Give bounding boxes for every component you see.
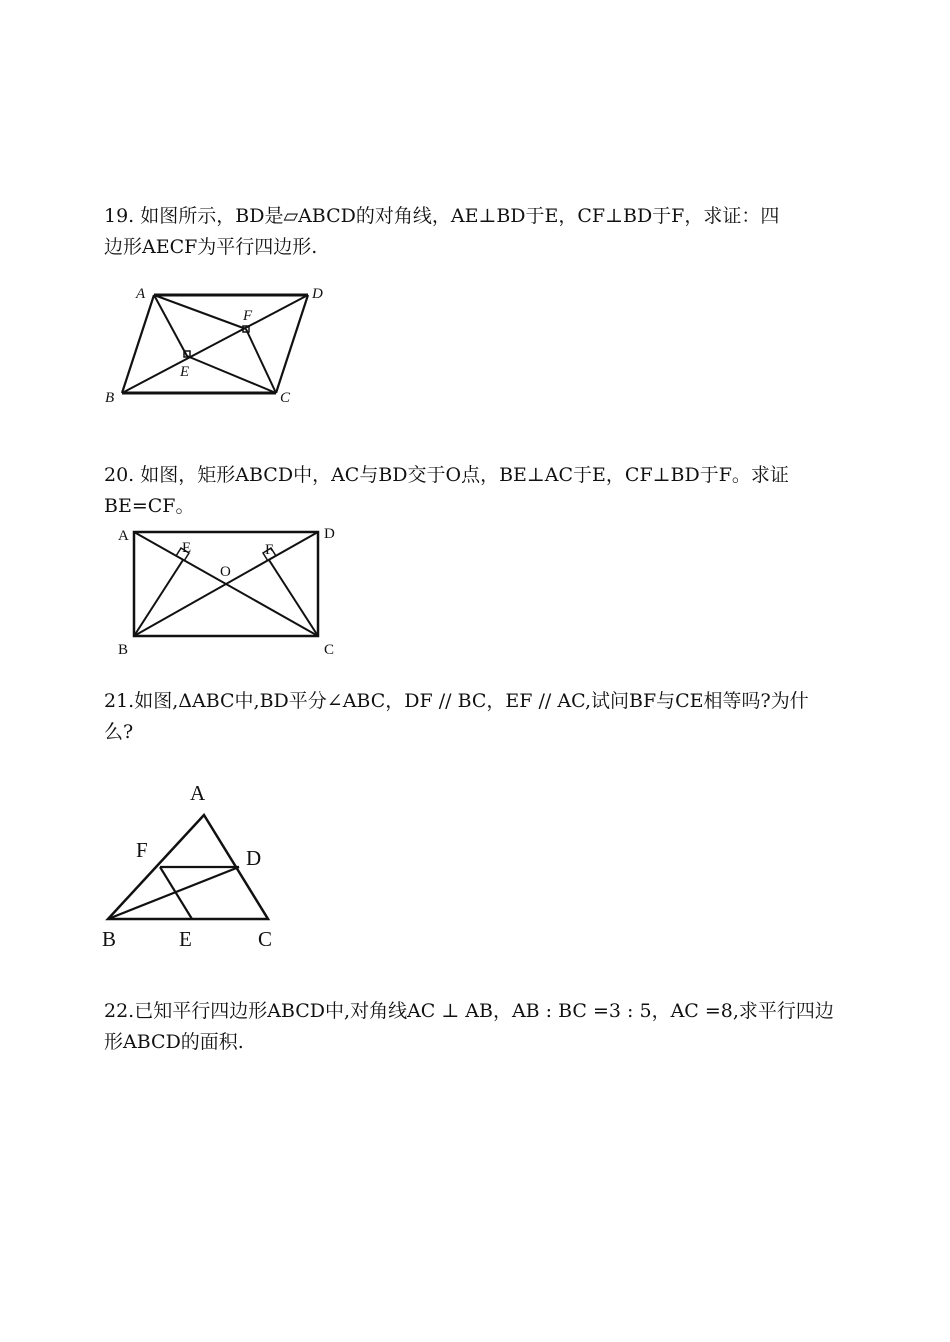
- question-20-line-1: 20. 如图，矩形ABCD中，AC与BD交于O点，BE⊥AC于E，CF⊥BD于F。求证: [104, 464, 789, 486]
- fig19-label-d: D: [312, 286, 323, 302]
- fig20-label-o: O: [220, 564, 231, 580]
- fig20-segment-be: [134, 560, 183, 636]
- question-19: [104, 201, 848, 263]
- question-22: [104, 996, 848, 1058]
- fig20-label-d: D: [324, 526, 335, 542]
- fig21-label-e: E: [179, 927, 192, 951]
- fig19-segment-af: [154, 295, 246, 329]
- fig19-segment-ae: [154, 295, 187, 356]
- fig21-label-d: D: [246, 846, 262, 870]
- fig21-label-c: C: [258, 927, 273, 951]
- figure-20-rectangle: [110, 518, 350, 658]
- fig19-segment-ec: [187, 356, 276, 393]
- question-22-line-2: 形ABCD的面积.: [104, 1031, 244, 1053]
- question-22-line-1: 22.已知平行四边形ABCD中,对角线AC ⊥ AB，AB : BC =3 : 5，AC =8,求平行四边: [104, 1000, 834, 1022]
- fig21-label-a: A: [190, 781, 206, 805]
- figure-19-parallelogram: [100, 280, 340, 410]
- fig19-label-e: E: [180, 364, 190, 380]
- fig19-label-a: A: [136, 286, 146, 302]
- question-19-line-1: 19. 如图所示，BD是▱ABCD的对角线，AE⊥BD于E，CF⊥BD于F，求证：四: [104, 205, 780, 227]
- fig20-label-f: F: [265, 542, 274, 558]
- question-21: [104, 686, 848, 748]
- question-21-line-1: 21.如图,ΔABC中,BD平分∠ABC，DF // BC，EF // AC,试问BF与CE相等吗?为什: [104, 690, 809, 712]
- question-20: [104, 460, 848, 522]
- figure-21-triangle: [100, 775, 300, 955]
- fig20-label-c: C: [324, 642, 335, 658]
- fig21-label-b: B: [102, 927, 117, 951]
- fig21-segment-ef: [160, 867, 192, 919]
- fig20-label-b: B: [118, 642, 129, 658]
- fig19-label-f: F: [243, 308, 253, 324]
- question-20-line-2: BE=CF。: [104, 495, 195, 517]
- fig21-segment-bd: [108, 867, 239, 919]
- fig21-label-f: F: [136, 838, 148, 862]
- fig20-label-e: E: [182, 540, 192, 556]
- fig19-label-c: C: [280, 390, 291, 406]
- question-19-line-2: 边形AECF为平行四边形.: [104, 236, 318, 258]
- question-21-line-2: 么?: [104, 721, 134, 743]
- fig20-label-a: A: [118, 528, 129, 544]
- fig20-segment-cf: [269, 560, 318, 636]
- fig19-label-b: B: [105, 390, 115, 406]
